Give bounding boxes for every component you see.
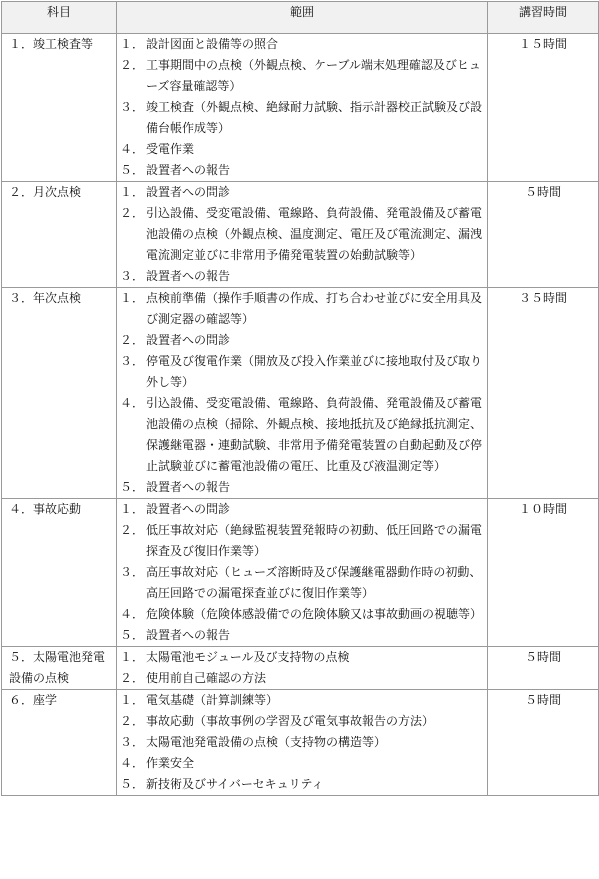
scope-item bbox=[120, 55, 484, 97]
scope-item-number: ５． bbox=[120, 628, 145, 642]
scope-item-number: ５． bbox=[120, 777, 145, 791]
scope-item bbox=[120, 139, 484, 160]
header-subject: 科目 bbox=[2, 2, 117, 34]
table-row bbox=[2, 499, 599, 647]
scope-item bbox=[120, 604, 484, 625]
scope-item-text: 太陽電池発電設備の点検（支持物の構造等） bbox=[146, 735, 387, 749]
scope-item-text: 引込設備、受変電設備、電線路、負荷設備、発電設備及び蓄電池設備の点検（掃除、外観点検、接地抵抗及び絶縁抵抗測定、保護継電器・連動試験、非常用予備発電装置の自動起動及び停止試験並びに蓄電池設備の電圧、比重及び液温測定等） bbox=[146, 396, 483, 473]
scope-item-number: １． bbox=[120, 291, 145, 305]
scope-item bbox=[120, 97, 484, 139]
hours-cell: １５時間 bbox=[488, 34, 599, 182]
scope-item-number: ４． bbox=[120, 756, 145, 770]
scope-item bbox=[120, 266, 484, 287]
scope-item bbox=[120, 774, 484, 795]
hours-cell: ５時間 bbox=[488, 647, 599, 690]
table-row bbox=[2, 288, 599, 499]
scope-item-text: 電気基礎（計算訓練等） bbox=[146, 693, 279, 707]
scope-item bbox=[120, 330, 484, 351]
scope-item-text: 工事期間中の点検（外観点検、ケーブル端末処理確認及びヒューズ容量確認等） bbox=[146, 58, 481, 93]
scope-item bbox=[120, 182, 484, 203]
scope-cell bbox=[117, 690, 488, 796]
table-row bbox=[2, 647, 599, 690]
scope-item-text: 低圧事故対応（絶縁監視装置発報時の初動、低圧回路での漏電探査及び復旧作業等） bbox=[146, 523, 483, 558]
scope-item-text: 使用前自己確認の方法 bbox=[146, 671, 267, 685]
scope-item bbox=[120, 393, 484, 477]
table-row bbox=[2, 182, 599, 288]
scope-cell bbox=[117, 647, 488, 690]
scope-item bbox=[120, 668, 484, 689]
scope-item-number: ４． bbox=[120, 396, 145, 410]
scope-item-text: 太陽電池モジュール及び支持物の点検 bbox=[146, 650, 350, 664]
scope-item-text: 引込設備、受変電設備、電線路、負荷設備、発電設備及び蓄電池設備の点検（外観点検、温度測定、電圧及び電流測定、漏洩電流測定並びに非常用予備発電装置の始動試験等） bbox=[146, 206, 483, 262]
scope-item bbox=[120, 203, 484, 266]
scope-item-number: ３． bbox=[120, 735, 145, 749]
table-row bbox=[2, 690, 599, 796]
hours-cell: ５時間 bbox=[488, 182, 599, 288]
scope-item-text: 設置者への問診 bbox=[146, 185, 231, 199]
scope-item bbox=[120, 351, 484, 393]
scope-cell bbox=[117, 499, 488, 647]
scope-cell bbox=[117, 34, 488, 182]
scope-cell bbox=[117, 288, 488, 499]
scope-item-text: 事故応動（事故事例の学習及び電気事故報告の方法） bbox=[146, 714, 435, 728]
scope-item bbox=[120, 753, 484, 774]
scope-item-number: ２． bbox=[120, 523, 145, 537]
scope-item bbox=[120, 520, 484, 562]
scope-item-number: １． bbox=[120, 693, 145, 707]
scope-item-number: １． bbox=[120, 185, 145, 199]
hours-cell: １０時間 bbox=[488, 499, 599, 647]
scope-item-text: 設計図面と設備等の照合 bbox=[146, 37, 279, 51]
scope-item-number: ２． bbox=[120, 206, 145, 220]
scope-cell bbox=[117, 182, 488, 288]
scope-item bbox=[120, 499, 484, 520]
scope-item-text: 高圧事故対応（ヒューズ溶断時及び保護継電器動作時の初動、高圧回路での漏電探査並びに復旧作業等） bbox=[146, 565, 482, 600]
scope-item-text: 設置者への報告 bbox=[146, 163, 231, 177]
scope-item-number: ３． bbox=[120, 354, 145, 368]
scope-item-number: ２． bbox=[120, 58, 145, 72]
hours-cell: ３５時間 bbox=[488, 288, 599, 499]
subject-cell: １．竣工検査等 bbox=[2, 34, 117, 182]
scope-item-number: ２． bbox=[120, 333, 145, 347]
scope-item bbox=[120, 690, 484, 711]
hours-cell: ５時間 bbox=[488, 690, 599, 796]
scope-item bbox=[120, 647, 484, 668]
scope-item-text: 点検前準備（操作手順書の作成、打ち合わせ並びに安全用具及び測定器の確認等） bbox=[146, 291, 483, 326]
scope-item-text: 危険体験（危険体感設備での危険体験又は事故動画の視聴等） bbox=[146, 607, 483, 621]
scope-item-number: ３． bbox=[120, 565, 145, 579]
scope-item-text: 設置者への報告 bbox=[146, 628, 231, 642]
scope-item bbox=[120, 477, 484, 498]
scope-item-number: ３． bbox=[120, 100, 145, 114]
scope-item-text: 竣工検査（外観点検、絶縁耐力試験、指示計器校正試験及び設備台帳作成等） bbox=[146, 100, 483, 135]
scope-item-text: 新技術及びサイバーセキュリティ bbox=[146, 777, 324, 791]
scope-item-number: ２． bbox=[120, 714, 145, 728]
subject-cell: ４．事故応動 bbox=[2, 499, 117, 647]
scope-item-number: １． bbox=[120, 502, 145, 516]
curriculum-table bbox=[1, 1, 599, 796]
scope-item-text: 設置者への報告 bbox=[146, 480, 231, 494]
header-row bbox=[2, 2, 599, 34]
scope-item bbox=[120, 288, 484, 330]
scope-item-text: 作業安全 bbox=[146, 756, 195, 770]
subject-cell: ５．太陽電池発電設備の点検 bbox=[2, 647, 117, 690]
scope-item-text: 設置者への問診 bbox=[146, 333, 231, 347]
scope-item-number: １． bbox=[120, 37, 145, 51]
scope-item bbox=[120, 732, 484, 753]
subject-cell: ２．月次点検 bbox=[2, 182, 117, 288]
scope-item-number: ５． bbox=[120, 480, 145, 494]
scope-item bbox=[120, 562, 484, 604]
scope-item bbox=[120, 34, 484, 55]
scope-item bbox=[120, 711, 484, 732]
header-scope: 範囲 bbox=[117, 2, 488, 34]
scope-item-number: ４． bbox=[120, 607, 145, 621]
table-row bbox=[2, 34, 599, 182]
scope-item-number: ２． bbox=[120, 671, 145, 685]
scope-item-number: ３． bbox=[120, 269, 145, 283]
scope-item-text: 受電作業 bbox=[146, 142, 195, 156]
scope-item bbox=[120, 160, 484, 181]
scope-item bbox=[120, 625, 484, 646]
subject-cell: ６．座学 bbox=[2, 690, 117, 796]
scope-item-text: 停電及び復電作業（開放及び投入作業並びに接地取付及び取り外し等） bbox=[146, 354, 483, 389]
scope-item-text: 設置者への問診 bbox=[146, 502, 231, 516]
header-hours: 講習時間 bbox=[488, 2, 599, 34]
subject-cell: ３．年次点検 bbox=[2, 288, 117, 499]
scope-item-text: 設置者への報告 bbox=[146, 269, 231, 283]
scope-item-number: ４． bbox=[120, 142, 145, 156]
scope-item-number: ５． bbox=[120, 163, 145, 177]
scope-item-number: １． bbox=[120, 650, 145, 664]
